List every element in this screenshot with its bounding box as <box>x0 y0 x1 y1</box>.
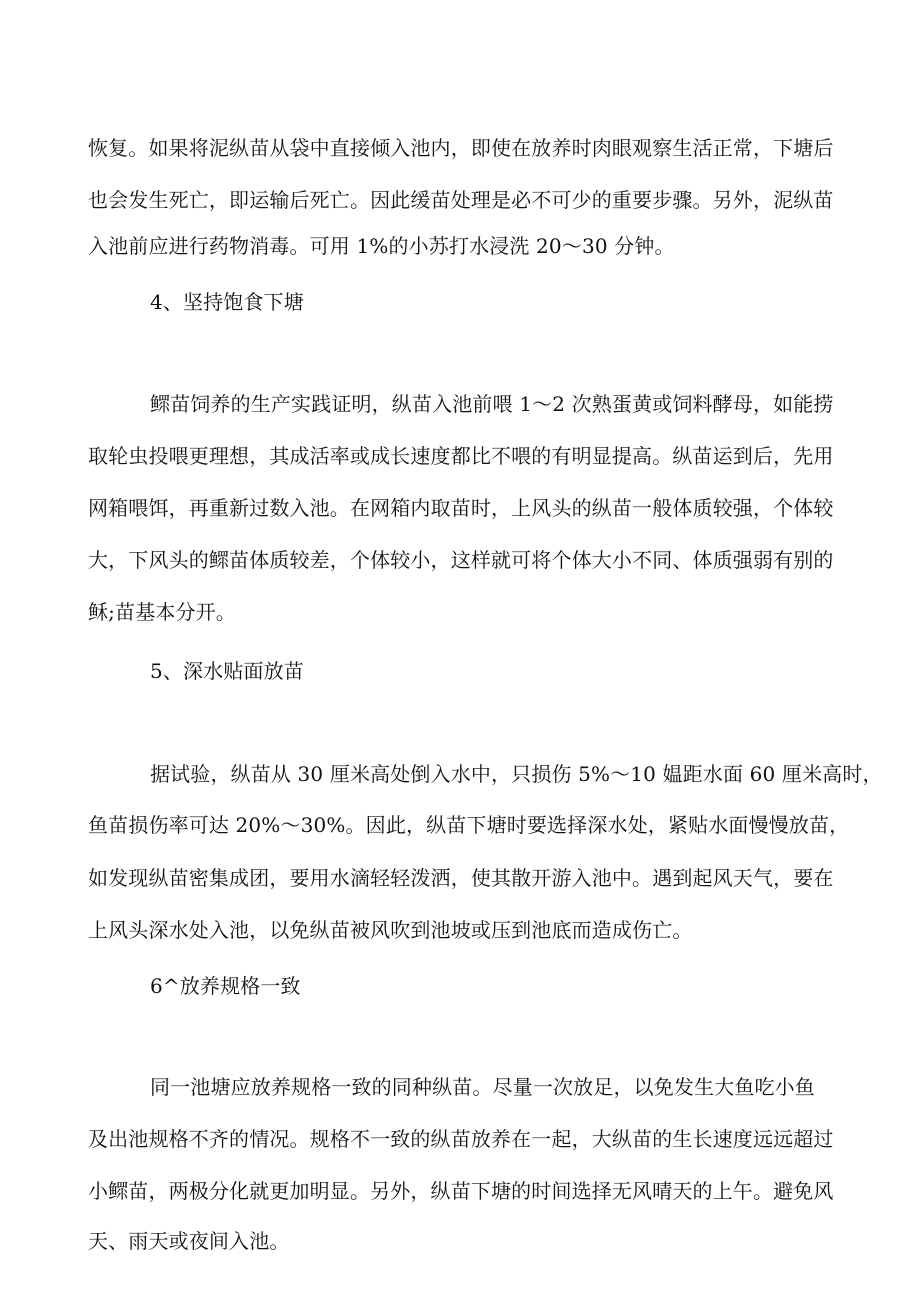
paragraph-4-line-2: 及出池规格不齐的情况。规格不一致的纵苗放养在一起，大纵苗的生长速度远远超过 <box>88 1127 834 1151</box>
paragraph-3-line-4: 上风头深水处入池，以免纵苗被风吹到池坡或压到池底而造成伤亡。 <box>88 918 693 942</box>
paragraph-3-line-1: 据试验，纵苗从 30 厘米高处倒入水中，只损伤 5%～10 媪距水面 60 厘米高时， <box>150 762 883 786</box>
paragraph-3-line-3: 如发现纵苗密集成团，要用水滴轻轻泼洒，使其散开游入池中。遇到起风天气，要在 <box>88 866 834 890</box>
section-heading-5: 5、深水贴面放苗 <box>150 659 304 683</box>
paragraph-2-line-1: 鳏苗饲养的生产实践证明，纵苗入池前喂 1～2 次熟蛋黄或饲料酵母，如能捞 <box>150 392 834 416</box>
paragraph-1-line-1: 恢复。如果将泥纵苗从袋中直接倾入池内，即使在放养时肉眼观察生活正常，下塘后 <box>88 136 834 160</box>
paragraph-1-line-3: 入池前应进行药物消毒。可用 1%的小苏打水浸洗 20～30 分钟。 <box>88 234 675 258</box>
paragraph-2-line-3: 网箱喂饵，再重新过数入池。在网箱内取苗时，上风头的纵苗一般体质较强，个体较 <box>88 496 834 520</box>
paragraph-2-line-4: 大，下风头的鳏苗体质较差，个体较小，这样就可将个体大小不同、体质强弱有别的 <box>88 548 834 572</box>
paragraph-1-line-2: 也会发生死亡，即运输后死亡。因此缓苗处理是必不可少的重要步骤。另外，泥纵苗 <box>88 188 834 212</box>
paragraph-2-line-2: 取轮虫投喂更理想，其成活率或成长速度都比不喂的有明显提高。纵苗运到后，先用 <box>88 444 834 468</box>
section-heading-4: 4、坚持饱食下塘 <box>150 290 304 314</box>
paragraph-3-line-2: 鱼苗损伤率可达 20%～30%。因此，纵苗下塘时要选择深水处，紧贴水面慢慢放苗， <box>88 813 850 837</box>
paragraph-2-line-5: 稣;苗基本分开。 <box>88 600 236 624</box>
paragraph-4-line-1: 同一池塘应放养规格一致的同种纵苗。尽量一次放足，以免发生大鱼吃小鱼 <box>150 1075 815 1099</box>
paragraph-4-line-3: 小鳏苗，两极分化就更加明显。另外，纵苗下塘的时间选择无风晴天的上午。避免风 <box>88 1179 834 1203</box>
section-heading-6: 6^放养规格一致 <box>150 974 301 998</box>
paragraph-4-line-4: 天、雨天或夜间入池。 <box>88 1229 290 1253</box>
